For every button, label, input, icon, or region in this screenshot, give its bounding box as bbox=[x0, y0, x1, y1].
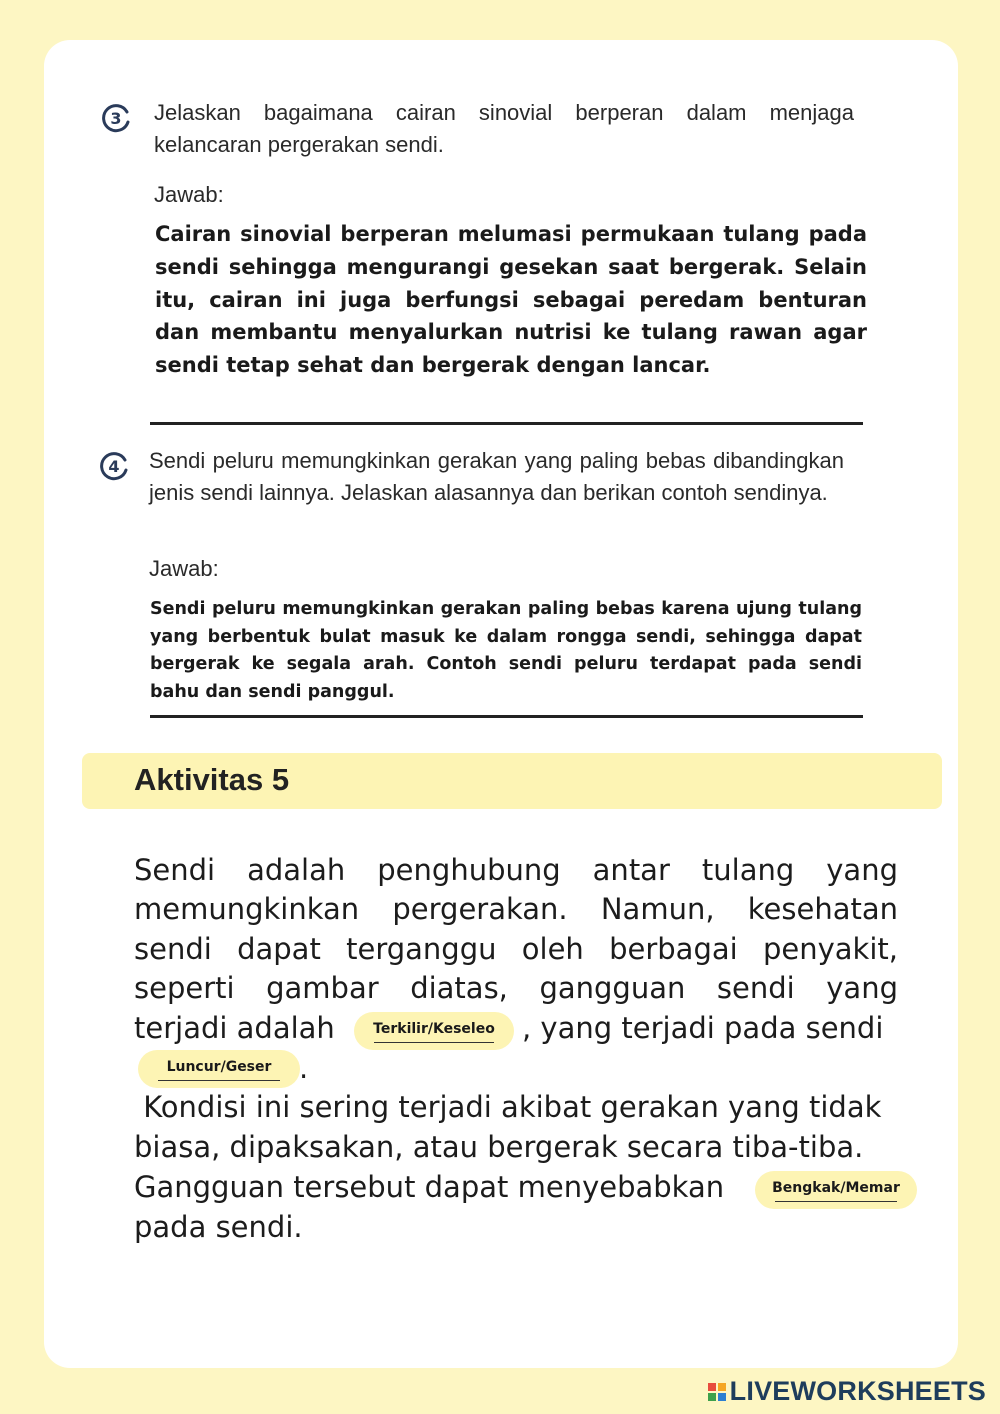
question-3-answer-label: Jawab: bbox=[154, 182, 224, 207]
blank-answer-2-value: Luncur/Geser bbox=[166, 1059, 272, 1075]
blank-answer-3-value: Bengkak/Memar bbox=[772, 1180, 900, 1196]
question-3-number: 3 bbox=[110, 109, 122, 128]
blank-answer-2[interactable] bbox=[138, 1050, 300, 1088]
question-3-answer[interactable]: Cairan sinovial berperan melumasi permukaan tulang pada sendi sehingga mengurangi gesekan saat bergerak. Selain itu, cairan ini juga berfungsi sebagai peredam benturan dan membantu menyalurkan nutrisi ke tulang rawan agar sendi tetap sehat dan bergerak dengan lancar. bbox=[155, 222, 867, 378]
question-3-divider bbox=[150, 422, 863, 425]
liveworksheets-logo-icon bbox=[708, 1383, 726, 1401]
liveworksheets-logo bbox=[708, 1376, 986, 1407]
question-4-divider bbox=[150, 715, 863, 718]
activity-text-line-5b: , yang terjadi pada sendi bbox=[522, 1011, 884, 1045]
activity-text-line-4: seperti gambar diatas, gangguan sendi yang bbox=[134, 971, 898, 1005]
question-4-text: Sendi peluru memungkinkan gerakan yang paling bebas dibandingkan jenis sendi lainnya. Jelaskan alasannya dan berikan contoh sendinya. bbox=[149, 448, 844, 505]
question-4-answer[interactable]: Sendi peluru memungkinkan gerakan paling bebas karena ujung tulang yang berbentuk bulat masuk ke dalam rongga sendi, sehingga dapat bergerak ke segala arah. Contoh sendi peluru terdapat pada sendi bahu dan sendi panggul. bbox=[150, 599, 862, 703]
activity-text-line-7: Kondisi ini sering terjadi akibat gerakan yang tidak bbox=[134, 1090, 882, 1124]
activity-header-band bbox=[82, 753, 942, 809]
blank-answer-1-value: Terkilir/Keseleo bbox=[373, 1021, 495, 1037]
activity-text-line-10: pada sendi. bbox=[134, 1210, 303, 1244]
question-4-number-icon bbox=[99, 451, 129, 481]
activity-text-line-3: sendi dapat terganggu oleh berbagai penyakit, bbox=[134, 932, 898, 966]
liveworksheets-logo-text: LIVEWORKSHEETS bbox=[729, 1376, 986, 1406]
blank-answer-1[interactable] bbox=[354, 1012, 514, 1050]
activity-text-line-5a: terjadi adalah bbox=[134, 1011, 335, 1045]
activity-text-line-8: biasa, dipaksakan, atau bergerak secara tiba-tiba. bbox=[134, 1130, 864, 1164]
question-4-answer-label: Jawab: bbox=[149, 556, 219, 581]
activity-text-line-9a: Gangguan tersebut dapat menyebabkan bbox=[134, 1170, 725, 1204]
question-3-text: Jelaskan bagaimana cairan sinovial berperan dalam menjaga kelancaran pergerakan sendi. bbox=[154, 100, 854, 157]
question-3-number-icon bbox=[101, 103, 131, 133]
activity-text-line-1: Sendi adalah penghubung antar tulang yang bbox=[134, 853, 898, 887]
blank-answer-3[interactable] bbox=[755, 1171, 917, 1209]
activity-title: Aktivitas 5 bbox=[134, 762, 290, 797]
question-4-number: 4 bbox=[108, 457, 120, 476]
activity-text-line-2: memungkinkan pergerakan. Namun, kesehatan bbox=[134, 892, 898, 926]
activity-text-period: . bbox=[299, 1051, 309, 1085]
